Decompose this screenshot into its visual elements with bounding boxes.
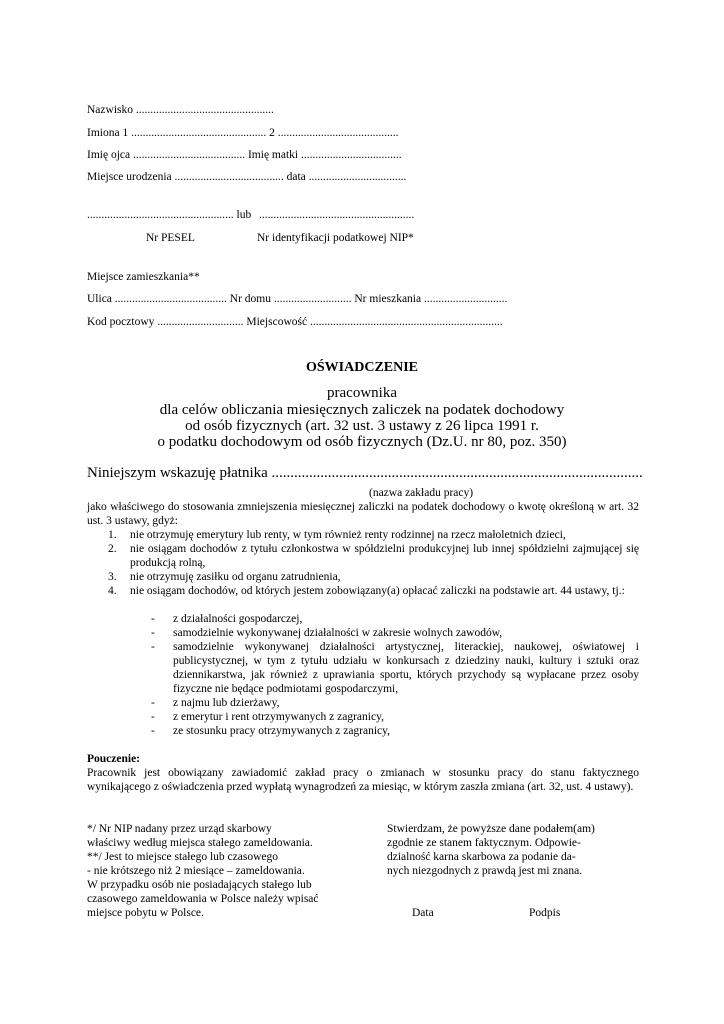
item-4-number: 4. bbox=[108, 585, 117, 597]
notice-text: Pracownik jest obowiązany zawiadomić zakład pracy o zmianach w stosunku pracy do stanu faktycznego wynikającego z oświadczenia przed wypłatą wynagrodzeń za miesiąc, w którym zaszła zmiana (art. 32, ust. 4 ustawy). bbox=[87, 767, 639, 793]
pesel-dots: ................................................... lub bbox=[87, 209, 252, 221]
subitem-6-dash: - bbox=[151, 725, 155, 737]
birth-line: Miejsce urodzenia ...................................... data .................................. bbox=[87, 171, 407, 183]
title-line-1: pracownika bbox=[327, 385, 397, 401]
street-line: Ulica ....................................... Nr domu ........................... Nr mieszkania ............................. bbox=[87, 293, 508, 305]
subitem-6-text: ze stosunku pracy otrzymywanych z zagranicy, bbox=[173, 725, 391, 737]
subitem-1-dash: - bbox=[151, 613, 155, 625]
subitem-1-text: z działalności gospodarczej, bbox=[173, 613, 303, 625]
document-title: OŚWIADCZENIE bbox=[305, 360, 419, 375]
surname-line: Nazwisko ................................................ bbox=[87, 104, 274, 116]
nip-dots: ...................................................... bbox=[259, 209, 415, 221]
item-1-text: nie otrzymuję emerytury lub renty, w tym również renty rodzinnej na rzecz małoletnich dzieci, bbox=[130, 529, 566, 541]
subitem-5-text: z emerytur i rent otrzymywanych z zagranicy, bbox=[173, 711, 384, 723]
subitem-4-text: z najmu lub dzierżawy, bbox=[173, 697, 280, 709]
subitem-3-text: samodzielnie wykonywanej działalności artystycznej, literackiej, naukowej, oświatowej i publicystycznej, w tym z tytułu udziału w konkursach z dziedziny nauki, kultury i sztuki oraz dziennikarstwa, jak również z uprawiania sportu, których przychody są wypłacane przez osoby fizyczne nie będące podmiotami gospodarczymi, bbox=[173, 641, 639, 695]
footnote-left-3: **/ Jest to miejsce stałego lub czasowego bbox=[87, 851, 278, 863]
footnote-left-5: W przypadku osób nie posiadających stałego lub bbox=[87, 879, 312, 891]
item-3-number: 3. bbox=[108, 571, 117, 583]
title-line-3: od osób fizycznych (art. 32 ust. 3 ustawy z 26 lipca 1991 r. bbox=[185, 418, 539, 434]
footnote-left-4: - nie krótszego niż 2 miesiące – zameldowania. bbox=[87, 865, 305, 877]
item-2-number: 2. bbox=[108, 543, 117, 555]
item-2-text: nie osiągam dochodów z tytułu członkostwa w spółdzielni produkcyjnej lub innej spółdzielni zajmującej się produkcją rolną, bbox=[130, 543, 639, 569]
statement-line-4: nych niezgodnych z prawdą jest mi znana. bbox=[387, 865, 583, 877]
footnote-left-2: właściwy według miejsca stałego zameldowania. bbox=[87, 837, 313, 849]
footnote-left-1: */ Nr NIP nadany przez urząd skarbowy bbox=[87, 823, 272, 835]
parents-line: Imię ojca ....................................... Imię matki ................................... bbox=[87, 149, 402, 161]
postal-line: Kod pocztowy .............................. Miejscowość ................................................................... bbox=[87, 316, 503, 328]
subitem-2-text: samodzielnie wykonywanej działalności w zakresie wolnych zawodów, bbox=[173, 627, 503, 639]
footnote-left-6: czasowego zameldowania w Polsce należy wpisać bbox=[87, 893, 319, 905]
title-line-2: dla celów obliczania miesięcznych zaliczek na podatek dochodowy bbox=[159, 402, 565, 418]
item-4-text: nie osiągam dochodów, od których jestem zobowiązany(a) opłacać zaliczki na podstawie art. 44 ustawy, tj.: bbox=[130, 585, 625, 597]
statement-line-2: zgodnie ze stanem faktycznym. Odpowie- bbox=[387, 837, 581, 849]
subitem-3-dash: - bbox=[151, 641, 155, 653]
notice-heading: Pouczenie: bbox=[87, 753, 141, 765]
indicate-payer-line: Niniejszym wskazuję płatnika ................................................................................................... bbox=[87, 465, 643, 481]
workplace-label: (nazwa zakładu pracy) bbox=[369, 487, 474, 499]
pesel-label: Nr PESEL bbox=[146, 232, 195, 244]
names-line: Imiona 1 ............................................... 2 .......................................... bbox=[87, 127, 399, 139]
subitem-4-dash: - bbox=[151, 697, 155, 709]
nip-label: Nr identyfikacji podatkowej NIP* bbox=[257, 232, 414, 244]
intro-paragraph: jako właściwego do stosowania zmniejszenia miesięcznej zaliczki na podatek dochodowy o kwotę określoną w art. 32 ust. 3 ustawy, gdyż: bbox=[87, 501, 639, 527]
item-3-text: nie otrzymuję zasiłku od organu zatrudnienia, bbox=[130, 571, 341, 583]
subitem-5-dash: - bbox=[151, 711, 155, 723]
subitem-2-dash: - bbox=[151, 627, 155, 639]
statement-line-3: dzialność karna skarbowa za podanie da- bbox=[387, 851, 576, 863]
statement-line-1: Stwierdzam, że powyższe dane podałem(am) bbox=[387, 823, 595, 835]
date-label: Data bbox=[412, 907, 434, 919]
residence-label: Miejsce zamieszkania** bbox=[87, 271, 200, 283]
footnote-left-7: miejsce pobytu w Polsce. bbox=[87, 907, 204, 919]
signature-label: Podpis bbox=[529, 907, 561, 919]
item-1-number: 1. bbox=[108, 529, 117, 541]
title-line-4: o podatku dochodowym od osób fizycznych (Dz.U. nr 80, poz. 350) bbox=[157, 434, 567, 450]
